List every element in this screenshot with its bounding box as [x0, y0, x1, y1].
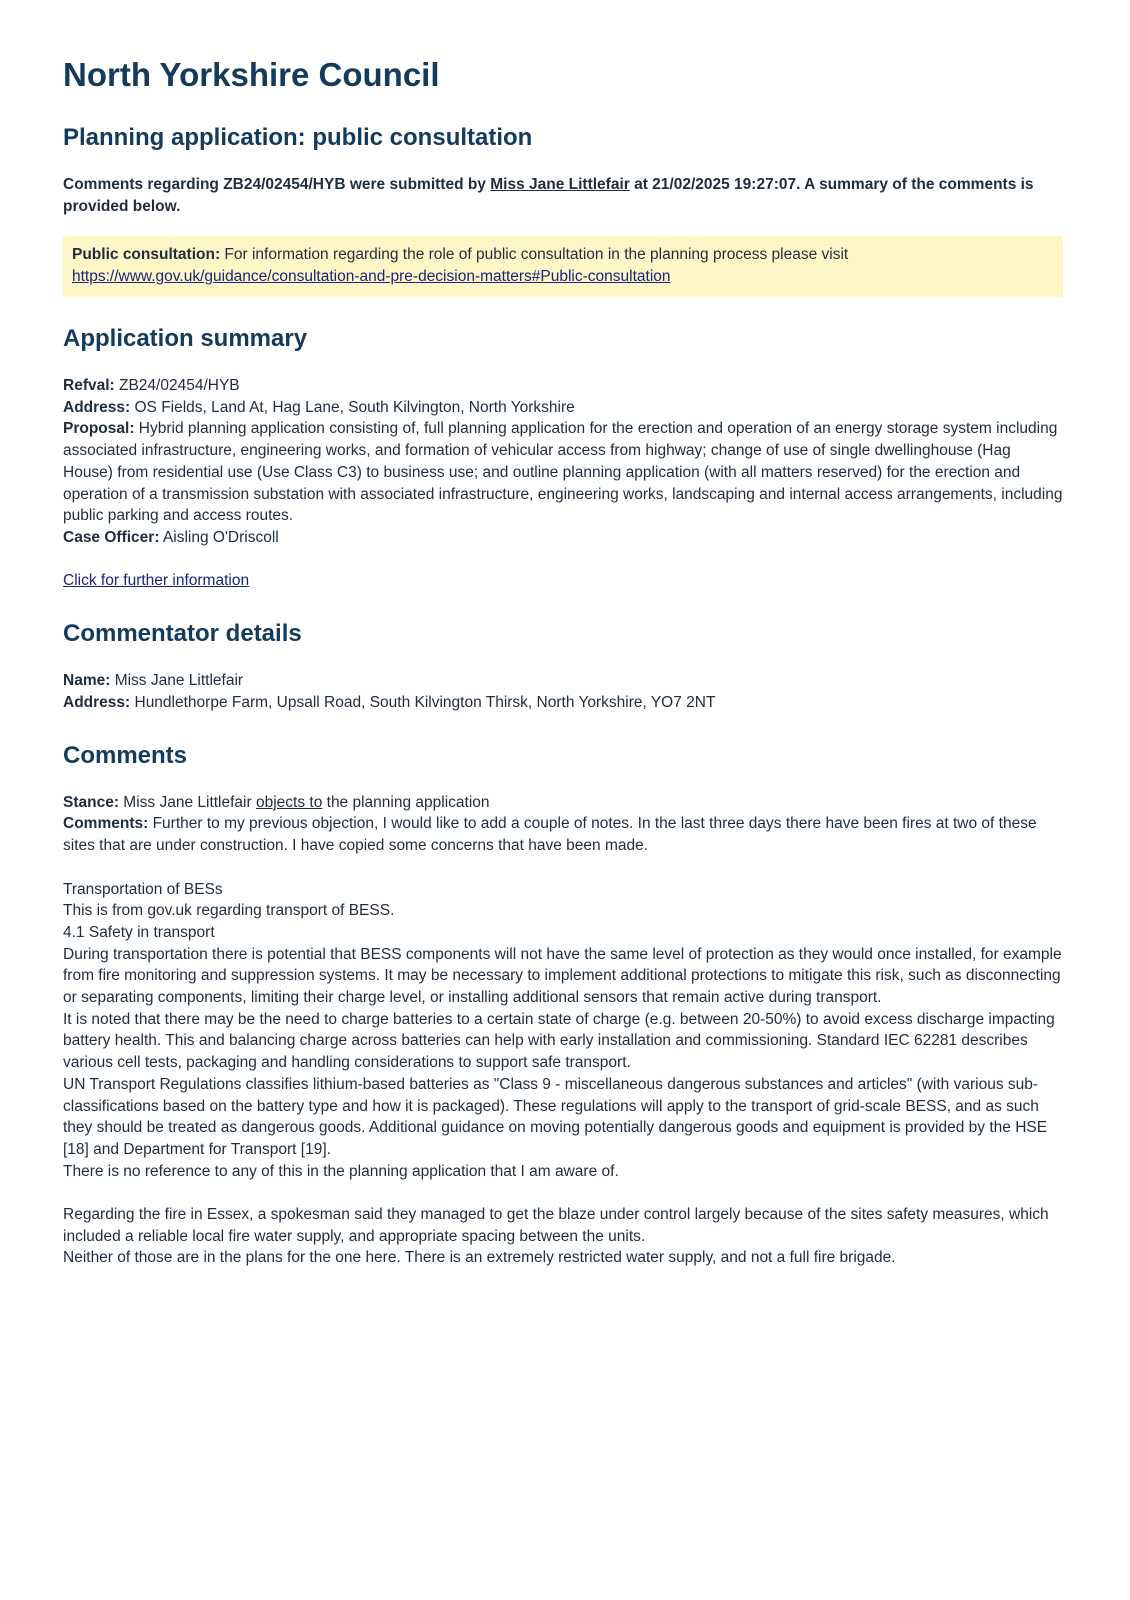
comment-line-section: 4.1 Safety in transport	[63, 923, 215, 941]
stance-label: Stance:	[63, 793, 119, 811]
proposal-label: Proposal:	[63, 420, 135, 438]
refval-value: ZB24/02454/HYB	[114, 377, 240, 394]
further-information-link[interactable]: Click for further information	[63, 572, 250, 590]
case-officer-value: Aisling O'Driscoll	[159, 528, 279, 546]
comment-paragraph-4: There is no reference to any of this in the planning application that I am aware of.	[63, 1162, 619, 1180]
stance-suffix: the planning application	[322, 793, 490, 811]
page-subtitle: Planning application: public consultation	[63, 124, 533, 151]
address-label: Address:	[63, 398, 131, 416]
comment-paragraph-6: Neither of those are in the plans for the one here. There is an extremely restricted water supply, and not a full fire brigade.	[63, 1249, 896, 1267]
notice-text: For information regarding the role of public consultation in the planning process please visit	[220, 246, 849, 263]
commentator-name-line	[63, 670, 1063, 692]
intro-prefix: Comments regarding ZB24/02454/HYB were submitted by	[63, 176, 491, 193]
comments-intro-line	[63, 813, 1063, 856]
proposal-value: Hybrid planning application consisting of, full planning application for the erection and operation of an energy storage system including associated infrastructure, engineering works, and formation of vehicular access from highway; change of use of single dwellinghouse (Hag House) from residential use (Use Class C3) to business use; and outline planning application (with all matters reserved) for the erection and operation of a transmission substation with associated infrastructure, engineering works, landscaping and internal access arrangements, including public parking and access routes.	[63, 420, 1063, 525]
council-title: North Yorkshire Council	[63, 56, 440, 93]
refval-line	[63, 375, 1063, 397]
comment-paragraph-2: It is noted that there may be the need to charge batteries to a certain state of charge (e.g. between 20-50%) to avoid excess discharge impacting battery health. This and balancing charge across batteries can help with early installation and commissioning. Standard IEC 62281 describes various cell tests, packaging and handling considerations to support safe transport.	[63, 1010, 1055, 1072]
commentator-details-heading: Commentator details	[63, 620, 302, 648]
notice-label: Public consultation:	[72, 246, 221, 263]
application-summary-heading: Application summary	[63, 325, 308, 352]
comment-line-transport-title: Transportation of BESs	[63, 880, 223, 898]
submission-intro	[63, 174, 1063, 218]
commentator-address-label: Address:	[63, 694, 131, 712]
address-value: OS Fields, Land At, Hag Lane, South Kilvington, North Yorkshire	[130, 398, 575, 416]
public-consultation-notice	[63, 236, 1063, 297]
comments-label: Comments:	[63, 815, 149, 833]
comments-intro-text: Further to my previous objection, I would like to add a couple of notes. In the last three days there have been fires at two of these sites that are under construction. I have copied some concerns that have been made.	[63, 815, 1037, 855]
commentator-address-line	[63, 692, 1063, 714]
comments-heading: Comments	[63, 741, 188, 769]
comment-paragraph-1: During transportation there is potential that BESS components will not have the same level of protection as they would once installed, for example from fire monitoring and suppression systems. It may be necessary to implement additional protections to mitigate this risk, such as disconnecting or separating components, limiting their charge level, or installing additional sensors that remain active during transport.	[63, 945, 1062, 1007]
stance-line	[63, 792, 1063, 814]
comments-body	[63, 792, 1063, 1269]
refval-label: Refval:	[63, 377, 115, 394]
commentator-details	[63, 670, 1063, 713]
commentator-name-label: Name:	[63, 672, 111, 690]
commenter-link[interactable]: Miss Jane Littlefair	[490, 176, 630, 193]
case-officer-label: Case Officer:	[63, 528, 160, 546]
comment-paragraph-3: UN Transport Regulations classifies lithium-based batteries as "Class 9 - miscellaneous dangerous substances and articles" (with various sub-classifications based on the battery type and how it is packaged). These regulations will apply to the transport of grid-scale BESS, and as such they should be treated as dangerous goods. Additional guidance on moving potentially dangerous goods and equipment is provided by the HSE [18] and Department for Transport [19].	[63, 1075, 1048, 1158]
comment-line-source: This is from gov.uk regarding transport of BESS.	[63, 902, 395, 920]
case-officer-line	[63, 527, 1063, 549]
address-line	[63, 397, 1063, 419]
intro-suffix: at 21/02/2025 19:27:07. A summary of the comments is provided below.	[63, 176, 1034, 215]
application-summary	[63, 375, 1063, 570]
comment-paragraph-5: Regarding the fire in Essex, a spokesman said they managed to get the blaze under control largely because of the sites safety measures, which included a reliable local fire water supply, and appropriate spacing between the units.	[63, 1206, 1049, 1245]
commentator-address-value: Hundlethorpe Farm, Upsall Road, South Kilvington Thirsk, North Yorkshire, YO7 2NT	[130, 694, 716, 712]
commentator-name-value: Miss Jane Littlefair	[110, 672, 244, 690]
stance-prefix: Miss Jane Littlefair	[119, 793, 256, 811]
proposal-line	[63, 418, 1063, 527]
consultation-guidance-link[interactable]: https://www.gov.uk/guidance/consultation-and-pre-decision-matters#Public-consultation	[72, 268, 671, 285]
stance-link[interactable]: objects to	[255, 793, 323, 811]
